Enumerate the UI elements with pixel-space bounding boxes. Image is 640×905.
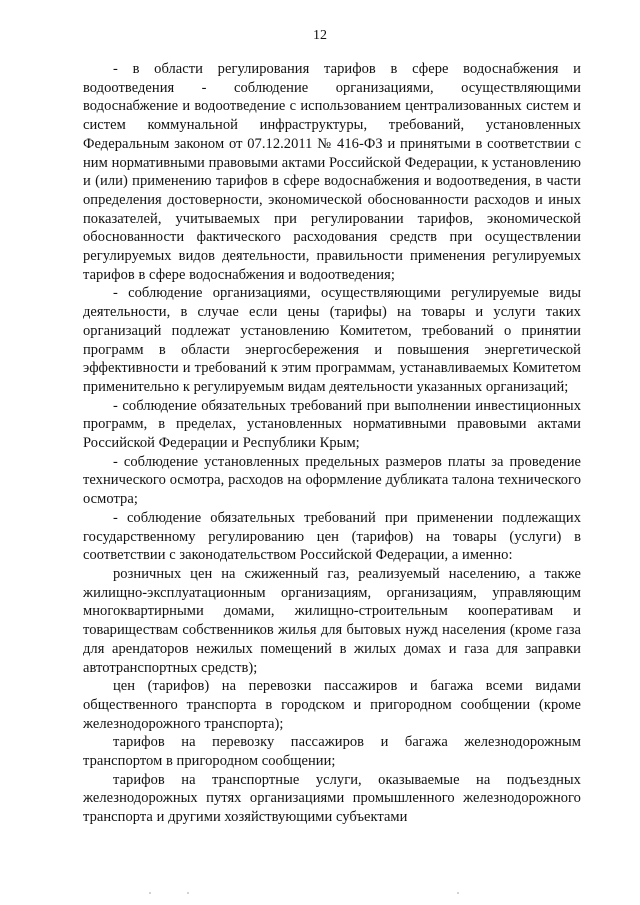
paragraph-public-transport-fares: цен (тарифов) на перевозки пассажиров и багажа всеми видами общественного транспорта в городском и пригородном сообщении (кроме железнодорожного транспорта); <box>83 678 581 732</box>
paragraph-technical-inspection: - соблюдение установленных предельных размеров платы за проведение технического осмотра, расходов на оформление дубликата талона технического осмотра; <box>83 453 581 508</box>
paragraph-industrial-railway-services: тарифов на транспортные услуги, оказываемые на подъездных железнодорожных путях организациями промышленного железнодорожного транспорта и другими хозяйствующими субъектами <box>83 771 581 826</box>
scan-speck <box>187 892 188 893</box>
paragraph-railway-suburban-fares: тарифов на перевозку пассажиров и багажа железнодорожным транспортом в пригородном сообщении; <box>83 734 581 770</box>
scan-speck <box>457 892 458 893</box>
paragraph-liquefied-gas-prices: розничных цен на сжиженный газ, реализуемый населению, а также жилищно-эксплуатационным организациям, организациям, управляющим многоквартирными домами, жилищно-строительным кооперативам и товариществам собственников жилья для бытовых нужд населения (кроме газа для арендаторов нежилых помещений в жилых домах и газа для заправки автотранспортных средств); <box>83 565 581 676</box>
paragraph-energy-saving-programs: - соблюдение организациями, осуществляющими регулируемые виды деятельности, в случае если цены (тарифы) на товары и услуги таких организаций подлежат установлению Комитетом, требований о принятии программ в области энергосбережения и повышения энергетической эффективности и требований к этим программам, устанавливаемых Комитетом применительно к регулируемым видам деятельности указанных организаций; <box>83 285 581 395</box>
paragraph-regulated-prices: - соблюдение обязательных требований при применении подлежащих государственному регулированию цен (тарифов) на товары (услуги) в соответствии с законодательством Российской Федерации, а именно: <box>83 509 581 564</box>
scan-speck <box>149 892 150 893</box>
paragraph-water-tariffs: - в области регулирования тарифов в сфере водоснабжения и водоотведения - соблюдение организациями, осуществляющими водоснабжение и водоотведение с использованием централизованных систем и систем коммунальной инфраструктуры, требований, установленных Федеральным законом от 07.12.2011 № 416-ФЗ и принятыми в соответствии с ним нормативными правовыми актами Российской Федерации, к установлению и (или) применению тарифов в сфере водоснабжения и водоотведения, в части определения достоверности, экономической обоснованности расходов и иных показателей, учитываемых при регулировании тарифов, экономической обоснованности фактического расходования средств при осуществлении регулируемых видов деятельности, правильности применения регулируемых тарифов в сфере водоснабжения и водоотведения; <box>83 61 581 283</box>
document-body <box>83 60 581 827</box>
page-number: 12 <box>313 28 327 43</box>
paragraph-investment-programs: - соблюдение обязательных требований при выполнении инвестиционных программ, в пределах, установленных нормативными правовыми актами Российской Федерации и Республики Крым; <box>83 397 581 452</box>
